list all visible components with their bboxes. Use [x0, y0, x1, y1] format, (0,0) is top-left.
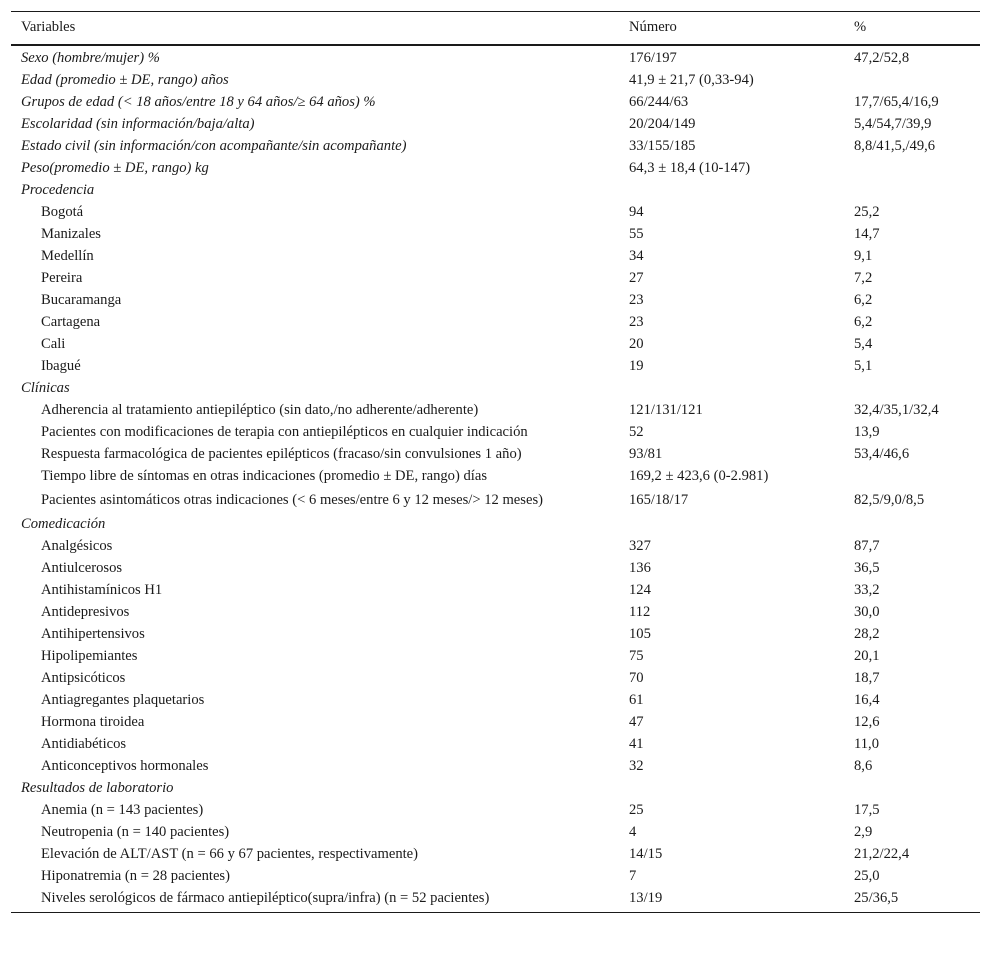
section-label: Comedicación [21, 516, 106, 532]
row-percent: 11,0 [854, 736, 879, 752]
row-label: Antidiabéticos [41, 736, 127, 752]
section-row-comedicacion [11, 514, 980, 536]
row-percent: 2,9 [854, 824, 873, 840]
row-number: 169,2 ± 423,6 (0-2.981) [629, 468, 769, 484]
row-label: Pacientes asintomáticos otras indicaciones (< 6 meses/entre 6 y 12 meses/> 12 meses) [41, 492, 543, 508]
row-label: Anticonceptivos hormonales [41, 758, 209, 774]
row-label: Cartagena [41, 314, 101, 330]
table-row [11, 734, 980, 756]
row-number: 61 [629, 692, 644, 708]
row-percent: 33,2 [854, 582, 880, 598]
row-percent: 25,2 [854, 204, 880, 220]
row-label: Antidepresivos [41, 604, 130, 620]
row-label: Pereira [41, 270, 83, 286]
table-row [11, 580, 980, 602]
table-header [11, 12, 980, 46]
row-label: Peso(promedio ± DE, rango) kg [21, 160, 209, 176]
table-body [11, 45, 980, 913]
row-number: 55 [629, 226, 644, 242]
row-percent [844, 158, 980, 180]
row-percent [844, 180, 980, 202]
table-row [11, 224, 980, 246]
row-label: Analgésicos [41, 538, 113, 554]
row-number: 14/15 [629, 846, 663, 862]
row-label: Medellín [41, 248, 94, 264]
table-row [11, 268, 980, 290]
row-number: 34 [629, 248, 644, 264]
row-number: 7 [629, 868, 637, 884]
row-label: Elevación de ALT/AST (n = 66 y 67 pacientes, respectivamente) [41, 846, 419, 862]
row-number: 41 [629, 736, 644, 752]
row-label: Ibagué [41, 358, 81, 374]
section-row-laboratorio [11, 778, 980, 800]
row-number: 33/155/185 [629, 138, 696, 154]
table-row [11, 822, 980, 844]
row-number [619, 514, 844, 536]
row-number [619, 378, 844, 400]
section-label: Clínicas [21, 380, 70, 396]
row-percent: 12,6 [854, 714, 880, 730]
row-percent: 8,6 [854, 758, 873, 774]
row-percent [844, 378, 980, 400]
row-label: Tiempo libre de síntomas en otras indicaciones (promedio ± DE, rango) días [41, 468, 487, 484]
table-row [11, 888, 980, 913]
row-label: Bogotá [41, 204, 84, 220]
row-percent: 18,7 [854, 670, 880, 686]
row-number: 52 [629, 424, 644, 440]
table-row [11, 444, 980, 466]
table-row [11, 624, 980, 646]
row-percent: 7,2 [854, 270, 873, 286]
row-percent [844, 514, 980, 536]
table-row [11, 400, 980, 422]
row-label: Pacientes con modificaciones de terapia con antiepilépticos en cualquier indicación [41, 424, 528, 440]
row-label: Antihipertensivos [41, 626, 145, 642]
row-number: 20 [629, 336, 644, 352]
row-number: 93/81 [629, 446, 663, 462]
table-row [11, 45, 980, 70]
table-row [11, 202, 980, 224]
table-row [11, 690, 980, 712]
row-number: 75 [629, 648, 644, 664]
row-label: Antipsicóticos [41, 670, 126, 686]
table-row [11, 290, 980, 312]
table-row [11, 490, 980, 514]
row-percent: 82,5/9,0/8,5 [854, 492, 925, 508]
table-row [11, 536, 980, 558]
row-number: 94 [629, 204, 644, 220]
row-percent: 30,0 [854, 604, 880, 620]
row-label: Sexo (hombre/mujer) % [21, 50, 160, 66]
row-label: Cali [41, 336, 66, 352]
table-row [11, 356, 980, 378]
row-number: 112 [629, 604, 651, 620]
row-label: Escolaridad (sin información/baja/alta) [21, 116, 255, 132]
row-number: 23 [629, 292, 644, 308]
table-row [11, 158, 980, 180]
row-percent: 17,7/65,4/16,9 [854, 94, 939, 110]
row-number: 136 [629, 560, 651, 576]
row-percent: 5,4/54,7/39,9 [854, 116, 932, 132]
row-number: 27 [629, 270, 644, 286]
table-row [11, 136, 980, 158]
row-number: 176/197 [629, 50, 677, 66]
section-row-procedencia [11, 180, 980, 202]
row-number: 66/244/63 [629, 94, 689, 110]
row-number: 32 [629, 758, 644, 774]
row-percent: 5,1 [854, 358, 873, 374]
row-label: Hormona tiroidea [41, 714, 145, 730]
table-row [11, 246, 980, 268]
row-label: Niveles serológicos de fármaco antiepiléptico(supra/infra) (n = 52 pacientes) [11, 888, 619, 913]
row-number: 13/19 [619, 888, 844, 913]
row-label: Antihistamínicos H1 [41, 582, 163, 598]
header-row [11, 12, 980, 46]
row-number: 41,9 ± 21,7 (0,33-94) [629, 72, 754, 88]
row-label: Antiagregantes plaquetarios [41, 692, 205, 708]
table-row [11, 756, 980, 778]
data-table [11, 11, 980, 913]
section-row-clinicas [11, 378, 980, 400]
row-percent: 9,1 [854, 248, 873, 264]
row-percent: 17,5 [854, 802, 880, 818]
row-percent: 16,4 [854, 692, 880, 708]
row-percent: 53,4/46,6 [854, 446, 910, 462]
row-label: Neutropenia (n = 140 pacientes) [41, 824, 230, 840]
row-percent: 6,2 [854, 292, 873, 308]
row-percent: 36,5 [854, 560, 880, 576]
row-number: 165/18/17 [629, 492, 689, 508]
table-row [11, 466, 980, 490]
header-percent: % [844, 12, 980, 46]
table-row [11, 800, 980, 822]
row-number [619, 778, 844, 800]
row-number: 105 [629, 626, 651, 642]
row-label: Anemia (n = 143 pacientes) [41, 802, 204, 818]
row-label: Estado civil (sin información/con acompañante/sin acompañante) [21, 138, 407, 154]
row-label: Bucaramanga [41, 292, 122, 308]
table-row [11, 602, 980, 624]
row-number: 20/204/149 [629, 116, 696, 132]
row-percent: 25,0 [854, 868, 880, 884]
table-row [11, 712, 980, 734]
table-row [11, 70, 980, 92]
row-percent: 87,7 [854, 538, 880, 554]
table-row [11, 422, 980, 444]
table-row [11, 312, 980, 334]
row-label: Respuesta farmacológica de pacientes epilépticos (fracaso/sin convulsiones 1 año) [41, 446, 522, 462]
row-percent: 47,2/52,8 [854, 50, 910, 66]
row-number: 64,3 ± 18,4 (10-147) [629, 160, 751, 176]
row-number: 25 [629, 802, 644, 818]
row-percent: 8,8/41,5,/49,6 [854, 138, 936, 154]
row-label: Grupos de edad (< 18 años/entre 18 y 64 años/≥ 64 años) % [21, 94, 376, 110]
row-number: 19 [629, 358, 644, 374]
row-percent [844, 466, 980, 490]
row-number: 124 [629, 582, 651, 598]
section-label: Procedencia [21, 182, 95, 198]
row-percent: 32,4/35,1/32,4 [854, 402, 939, 418]
row-percent: 21,2/22,4 [854, 846, 910, 862]
row-percent [844, 70, 980, 92]
row-label: Adherencia al tratamiento antiepiléptico (sin dato,/no adherente/adherente) [41, 402, 479, 418]
row-percent [844, 778, 980, 800]
row-label: Manizales [41, 226, 101, 242]
header-variables: Variables [11, 12, 619, 46]
table-row [11, 866, 980, 888]
section-label: Resultados de laboratorio [21, 780, 174, 796]
row-number: 70 [629, 670, 644, 686]
table-row [11, 646, 980, 668]
row-percent: 14,7 [854, 226, 880, 242]
table-row [11, 558, 980, 580]
table-row [11, 668, 980, 690]
row-label: Hiponatremia (n = 28 pacientes) [41, 868, 230, 884]
row-number: 4 [629, 824, 637, 840]
row-label: Hipolipemiantes [41, 648, 138, 664]
table-row [11, 92, 980, 114]
table-row [11, 114, 980, 136]
row-label: Antiulcerosos [41, 560, 123, 576]
table-row [11, 334, 980, 356]
row-percent: 20,1 [854, 648, 880, 664]
table-row [11, 844, 980, 866]
row-number: 23 [629, 314, 644, 330]
row-number: 47 [629, 714, 644, 730]
row-percent: 13,9 [854, 424, 880, 440]
row-number: 121/131/121 [629, 402, 703, 418]
row-number [619, 180, 844, 202]
row-percent: 6,2 [854, 314, 873, 330]
row-label: Edad (promedio ± DE, rango) años [21, 72, 229, 88]
row-percent: 25/36,5 [844, 888, 980, 913]
row-percent: 5,4 [854, 336, 873, 352]
row-number: 327 [629, 538, 651, 554]
row-percent: 28,2 [854, 626, 880, 642]
header-numero: Número [619, 12, 844, 46]
